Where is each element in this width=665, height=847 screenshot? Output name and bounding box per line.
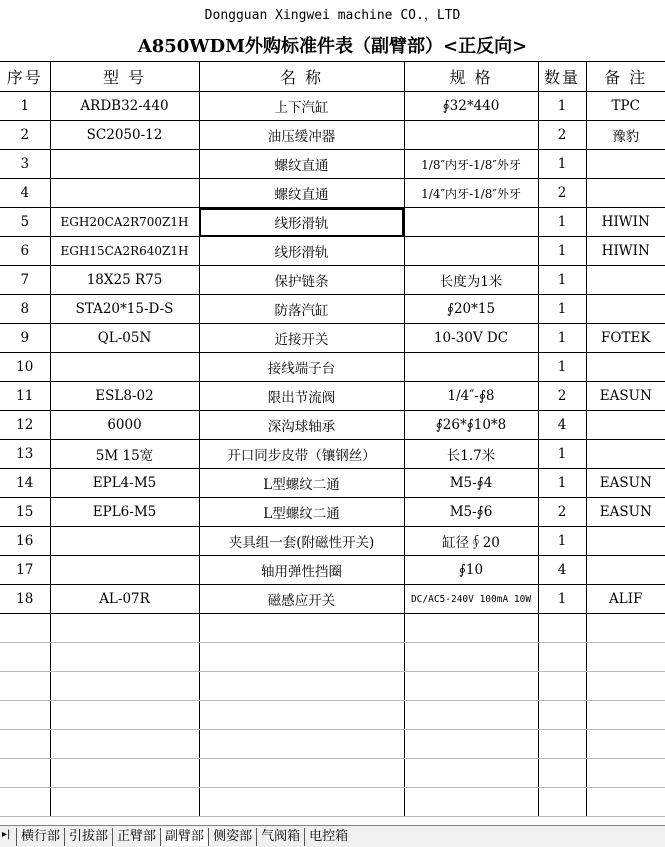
table-row — [0, 237, 665, 266]
cell-no[interactable]: 1 — [0, 92, 50, 121]
cell-name[interactable]: 夹具组一套(附磁性开关) — [199, 527, 404, 556]
cell-no[interactable]: 17 — [0, 556, 50, 585]
empty-cell[interactable] — [404, 788, 538, 817]
empty-cell[interactable] — [50, 701, 199, 730]
empty-cell[interactable] — [50, 672, 199, 701]
cell-qty[interactable]: 1 — [538, 527, 586, 556]
cell-no[interactable]: 14 — [0, 469, 50, 498]
empty-cell[interactable] — [0, 730, 50, 759]
table-row — [0, 556, 665, 585]
col-header-qty[interactable]: 数量 — [538, 62, 586, 92]
table-row — [0, 324, 665, 353]
empty-row — [0, 672, 665, 701]
table-row — [0, 527, 665, 556]
table-row — [0, 440, 665, 469]
cell-model[interactable]: 18X25 R75 — [50, 266, 199, 295]
company-name: Dongguan Xingwei machine CO.，LTD — [204, 8, 461, 23]
cell-no[interactable]: 7 — [0, 266, 50, 295]
sheet-title: A850WDM外购标准件表（副臂部）<正反向> — [137, 36, 528, 57]
empty-cell[interactable] — [538, 672, 586, 701]
cell-qty[interactable]: 1 — [538, 353, 586, 382]
cell-no[interactable]: 5 — [0, 208, 50, 237]
cell-name[interactable]: 限出节流阀 — [199, 382, 404, 411]
sheet-tab[interactable]: 侧姿部 — [208, 828, 256, 846]
cell-no[interactable]: 11 — [0, 382, 50, 411]
empty-row — [0, 730, 665, 759]
cell-qty[interactable]: 4 — [538, 556, 586, 585]
cell-model[interactable] — [50, 353, 199, 382]
cell-qty[interactable]: 1 — [538, 150, 586, 179]
empty-cell[interactable] — [538, 730, 586, 759]
cell-model[interactable]: 5M 15宽 — [50, 440, 199, 469]
empty-row — [0, 643, 665, 672]
empty-cell[interactable] — [199, 788, 404, 817]
table-row — [0, 208, 665, 237]
sheet-tabs — [16, 828, 352, 846]
cell-name[interactable]: 轴用弹性挡圈 — [199, 556, 404, 585]
cell-name[interactable]: 保护链条 — [199, 266, 404, 295]
cell-spec[interactable] — [404, 237, 538, 266]
table-row — [0, 266, 665, 295]
cell-model[interactable] — [50, 556, 199, 585]
empty-cell[interactable] — [586, 614, 665, 643]
cell-name[interactable]: L型螺纹二通 — [199, 498, 404, 527]
cell-qty[interactable]: 1 — [538, 295, 586, 324]
cell-model[interactable] — [50, 179, 199, 208]
cell-spec[interactable]: 长度为1米 — [404, 266, 538, 295]
cell-name[interactable]: 深沟球轴承 — [199, 411, 404, 440]
cell-qty[interactable]: 1 — [538, 324, 586, 353]
empty-cell[interactable] — [0, 701, 50, 730]
empty-cell[interactable] — [0, 643, 50, 672]
cell-name[interactable]: 螺纹直通 — [199, 179, 404, 208]
table-row — [0, 382, 665, 411]
empty-cell[interactable] — [199, 614, 404, 643]
cell-name[interactable]: L型螺纹二通 — [199, 469, 404, 498]
cell-spec[interactable]: ∮10 — [404, 556, 538, 585]
cell-qty[interactable]: 2 — [538, 382, 586, 411]
cell-spec[interactable] — [404, 208, 538, 237]
cell-name[interactable]: 线形滑轨 — [199, 208, 404, 237]
cell-qty[interactable]: 1 — [538, 266, 586, 295]
empty-cell[interactable] — [586, 643, 665, 672]
cell-model[interactable]: EPL4-M5 — [50, 469, 199, 498]
cell-no[interactable]: 3 — [0, 150, 50, 179]
table-row — [0, 121, 665, 150]
cell-spec[interactable] — [404, 353, 538, 382]
empty-row — [0, 759, 665, 788]
empty-cell[interactable] — [538, 759, 586, 788]
cell-model[interactable]: QL-05N — [50, 324, 199, 353]
table-row — [0, 353, 665, 382]
table-header-row — [0, 62, 665, 92]
cell-no[interactable]: 4 — [0, 179, 50, 208]
sheet-tab-bar — [0, 825, 665, 847]
cell-model[interactable] — [50, 150, 199, 179]
sheet-tab[interactable]: 电控箱 — [304, 828, 352, 846]
cell-spec[interactable]: ∮20*15 — [404, 295, 538, 324]
cell-note[interactable]: EASUN — [586, 382, 665, 411]
cell-note[interactable]: TPC — [586, 92, 665, 121]
cell-qty[interactable]: 1 — [538, 469, 586, 498]
empty-cell[interactable] — [404, 672, 538, 701]
cell-no[interactable]: 6 — [0, 237, 50, 266]
empty-cell[interactable] — [404, 730, 538, 759]
cell-note[interactable] — [586, 179, 665, 208]
empty-cell[interactable] — [404, 701, 538, 730]
cell-note[interactable]: HIWIN — [586, 237, 665, 266]
cell-note[interactable] — [586, 150, 665, 179]
empty-cell[interactable] — [50, 643, 199, 672]
empty-cell[interactable] — [50, 614, 199, 643]
cell-qty[interactable]: 4 — [538, 411, 586, 440]
cell-spec[interactable]: 1/4″内牙-1/8″外牙 — [404, 179, 538, 208]
table-row — [0, 411, 665, 440]
table-row — [0, 179, 665, 208]
empty-cell[interactable] — [586, 701, 665, 730]
cell-qty[interactable]: 1 — [538, 208, 586, 237]
cell-no[interactable]: 15 — [0, 498, 50, 527]
cell-note[interactable] — [586, 295, 665, 324]
cell-name[interactable]: 线形滑轨 — [199, 237, 404, 266]
empty-cell[interactable] — [586, 788, 665, 817]
cell-note[interactable]: FOTEK — [586, 324, 665, 353]
empty-cell[interactable] — [0, 759, 50, 788]
table-row — [0, 150, 665, 179]
col-header-name[interactable]: 名 称 — [199, 62, 404, 92]
cell-note[interactable] — [586, 266, 665, 295]
cell-note[interactable]: EASUN — [586, 498, 665, 527]
cell-no[interactable]: 10 — [0, 353, 50, 382]
empty-row — [0, 788, 665, 817]
empty-cell[interactable] — [404, 759, 538, 788]
cell-spec[interactable]: 缸径∮20 — [404, 527, 538, 556]
sheet-tab[interactable]: 气阀箱 — [256, 828, 304, 846]
empty-cell[interactable] — [586, 672, 665, 701]
cell-model[interactable]: EGH20CA2R700Z1H — [50, 208, 199, 237]
table-row — [0, 585, 665, 614]
cell-name[interactable]: 防落汽缸 — [199, 295, 404, 324]
parts-table — [0, 61, 665, 817]
empty-cell[interactable] — [586, 730, 665, 759]
sheet-tab[interactable]: 副臂部 — [160, 828, 208, 846]
cell-note[interactable]: HIWIN — [586, 208, 665, 237]
cell-model[interactable]: ESL8-02 — [50, 382, 199, 411]
cell-model[interactable]: SC2050-12 — [50, 121, 199, 150]
cell-no[interactable]: 8 — [0, 295, 50, 324]
cell-no[interactable]: 12 — [0, 411, 50, 440]
cell-model[interactable]: ARDB32-440 — [50, 92, 199, 121]
cell-note[interactable]: EASUN — [586, 469, 665, 498]
cell-spec[interactable]: ∮26*∮10*8 — [404, 411, 538, 440]
empty-cell[interactable] — [538, 614, 586, 643]
cell-no[interactable]: 16 — [0, 527, 50, 556]
cell-qty[interactable]: 2 — [538, 179, 586, 208]
empty-cell[interactable] — [50, 730, 199, 759]
cell-qty[interactable]: 1 — [538, 92, 586, 121]
cell-no[interactable]: 18 — [0, 585, 50, 614]
empty-row — [0, 701, 665, 730]
cell-no[interactable]: 9 — [0, 324, 50, 353]
sheet-nav-arrows-icon[interactable]: ▸| — [2, 829, 11, 840]
cell-note[interactable] — [586, 440, 665, 469]
cell-model[interactable]: EGH15CA2R640Z1H — [50, 237, 199, 266]
cell-name[interactable]: 油压缓冲器 — [199, 121, 404, 150]
empty-cell[interactable] — [199, 643, 404, 672]
cell-spec[interactable]: M5-∮4 — [404, 469, 538, 498]
cell-qty[interactable]: 2 — [538, 498, 586, 527]
cell-qty[interactable]: 1 — [538, 237, 586, 266]
cell-spec[interactable] — [404, 121, 538, 150]
empty-cell[interactable] — [538, 788, 586, 817]
cell-note[interactable] — [586, 411, 665, 440]
cell-model[interactable]: 6000 — [50, 411, 199, 440]
cell-qty[interactable]: 1 — [538, 585, 586, 614]
empty-cell[interactable] — [404, 614, 538, 643]
cell-name[interactable]: 螺纹直通 — [199, 150, 404, 179]
table-row — [0, 295, 665, 324]
cell-name[interactable]: 开口同步皮带（镶钢丝） — [199, 440, 404, 469]
empty-cell[interactable] — [50, 759, 199, 788]
cell-model[interactable]: AL-07R — [50, 585, 199, 614]
cell-spec[interactable]: DC/AC5-240V 100mA 10W — [404, 585, 538, 614]
empty-cell[interactable] — [0, 614, 50, 643]
cell-note[interactable]: ALIF — [586, 585, 665, 614]
col-header-note[interactable]: 备 注 — [586, 62, 665, 92]
table-row — [0, 498, 665, 527]
cell-no[interactable]: 2 — [0, 121, 50, 150]
cell-spec[interactable]: ∮32*440 — [404, 92, 538, 121]
cell-model[interactable]: EPL6-M5 — [50, 498, 199, 527]
empty-cell[interactable] — [199, 672, 404, 701]
cell-no[interactable]: 13 — [0, 440, 50, 469]
cell-spec[interactable]: 1/4″-∮8 — [404, 382, 538, 411]
col-header-spec[interactable]: 规 格 — [404, 62, 538, 92]
cell-model[interactable]: STA20*15-D-S — [50, 295, 199, 324]
empty-cell[interactable] — [199, 701, 404, 730]
empty-row — [0, 614, 665, 643]
table-row — [0, 469, 665, 498]
cell-name[interactable]: 磁感应开关 — [199, 585, 404, 614]
cell-note[interactable]: 豫豹 — [586, 121, 665, 150]
cell-spec[interactable]: 1/8″内牙-1/8″外牙 — [404, 150, 538, 179]
cell-note[interactable] — [586, 353, 665, 382]
cell-model[interactable] — [50, 527, 199, 556]
sheet-tab[interactable]: 正臂部 — [112, 828, 160, 846]
table-row — [0, 92, 665, 121]
empty-cell[interactable] — [404, 643, 538, 672]
cell-name[interactable]: 近接开关 — [199, 324, 404, 353]
cell-note[interactable] — [586, 556, 665, 585]
cell-qty[interactable]: 2 — [538, 121, 586, 150]
cell-name[interactable]: 上下汽缸 — [199, 92, 404, 121]
col-header-model[interactable]: 型 号 — [50, 62, 199, 92]
sheet-tab[interactable]: 引拔部 — [64, 828, 112, 846]
cell-name[interactable]: 接线端子台 — [199, 353, 404, 382]
sheet-tab[interactable]: 横行部 — [16, 828, 64, 846]
empty-cell[interactable] — [0, 788, 50, 817]
cell-spec[interactable]: 长1.7米 — [404, 440, 538, 469]
cell-spec[interactable]: M5-∮6 — [404, 498, 538, 527]
empty-cell[interactable] — [586, 759, 665, 788]
cell-note[interactable] — [586, 527, 665, 556]
cell-qty[interactable]: 1 — [538, 440, 586, 469]
empty-cell[interactable] — [50, 788, 199, 817]
empty-cell[interactable] — [199, 730, 404, 759]
empty-cell[interactable] — [538, 643, 586, 672]
empty-cell[interactable] — [199, 759, 404, 788]
cell-spec[interactable]: 10-30V DC — [404, 324, 538, 353]
empty-cell[interactable] — [0, 672, 50, 701]
empty-cell[interactable] — [538, 701, 586, 730]
col-header-no[interactable]: 序号 — [0, 62, 50, 92]
